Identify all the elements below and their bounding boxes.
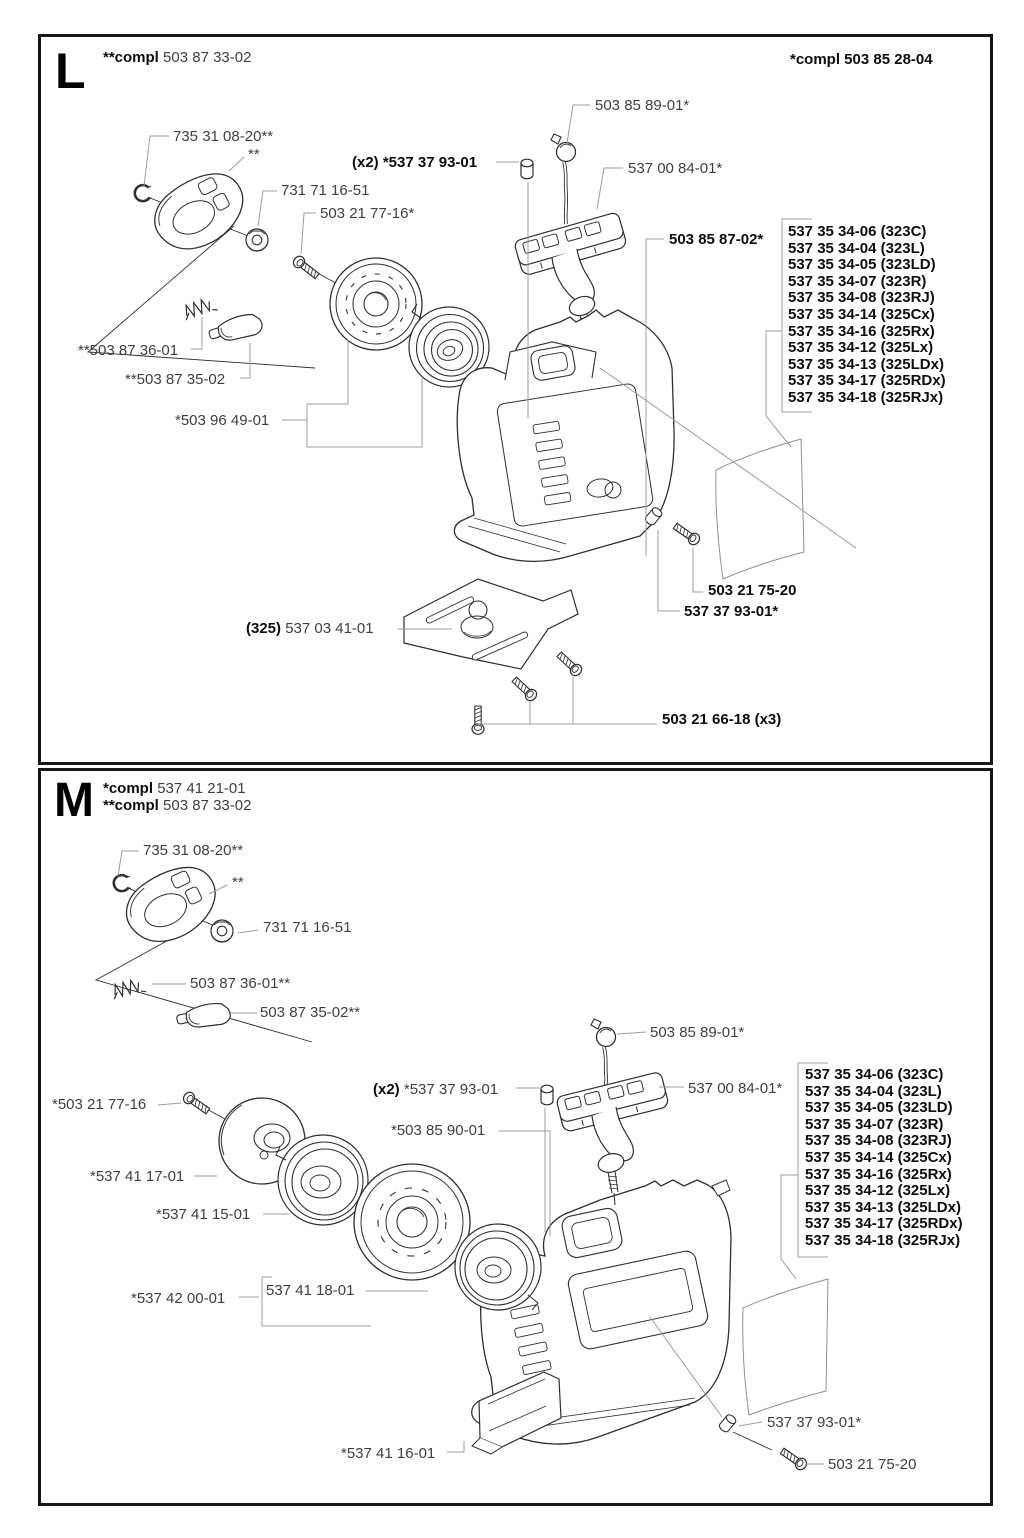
starter-handle-m <box>556 1019 670 1205</box>
section-m-art <box>96 851 828 1472</box>
pawl-spring-m <box>110 977 146 1000</box>
part-label-nut-l: 731 71 16-51 <box>281 182 370 199</box>
decal-panel-m <box>743 1279 828 1415</box>
pawl-spring-l <box>181 296 217 321</box>
variant-item: 537 35 34-07 (323R) <box>805 1115 944 1133</box>
circlip-l <box>135 185 152 201</box>
part-label-plug-l: (x2) *537 37 93-01 <box>352 154 478 171</box>
part-label-housing-m: *537 41 16-01 <box>341 1445 436 1462</box>
variant-item: 537 35 34-06 (323C) <box>788 223 927 240</box>
part-label-cup-m: *537 41 17-01 <box>90 1168 185 1185</box>
variant-item: 537 35 34-06 (323C) <box>805 1066 944 1083</box>
x2-number: *537 37 93-01 <box>403 1081 499 1098</box>
section-l-header-right: *compl 503 85 28-04 <box>790 51 933 68</box>
pawl-l <box>207 310 264 348</box>
part-label-drum-m: 537 41 18-01 <box>266 1282 355 1299</box>
part-label-handle-l: 537 00 84-01* <box>628 160 723 177</box>
part-label-screw-front-m: *503 21 77-16 <box>52 1096 147 1113</box>
part-label-spring-cassette-m: *537 41 15-01 <box>156 1206 251 1223</box>
part-label-screw-lower-m: 503 21 75-20 <box>828 1456 917 1473</box>
part-label-bushing-m: 537 37 93-01* <box>767 1414 862 1431</box>
part-label-plate-l <box>246 621 374 637</box>
part-label-cover-ref-l: ** <box>248 146 260 163</box>
compl-number: 503 87 33-02 <box>163 797 252 814</box>
section-letter-l: L <box>55 43 85 99</box>
plate-model-prefix: (325) <box>246 620 282 637</box>
plate-number: 537 03 41-01 <box>285 620 374 637</box>
variant-item: 537 35 34-05 (323LD) <box>805 1099 953 1117</box>
part-label-handle-m: 537 00 84-01* <box>688 1080 783 1097</box>
variant-item: 537 35 34-13 (325LDx) <box>788 355 944 373</box>
variant-item: 537 35 34-18 (325RJx) <box>805 1231 961 1249</box>
part-label-circlip-l: 735 31 08-20** <box>173 128 274 145</box>
circlip-m <box>114 875 131 891</box>
screw-lower-l <box>672 521 702 547</box>
variant-item: 537 35 34-16 (325Rx) <box>788 322 935 340</box>
flange-nut-l <box>246 229 268 251</box>
part-label-pulley-spring-l: *503 96 49-01 <box>175 412 270 429</box>
part-label-screw-lower-l: 503 21 75-20 <box>708 582 797 599</box>
part-label-pawl-l: **503 87 35-02 <box>125 371 226 388</box>
part-label-starter-unit-m: *503 85 90-01 <box>391 1122 486 1139</box>
rubber-plug-m <box>541 1085 553 1105</box>
part-label-pawl-spring-l: **503 87 36-01 <box>78 342 179 359</box>
variant-item: 537 35 34-14 (325Cx) <box>805 1148 952 1166</box>
part-label-circlip-m: 735 31 08-20** <box>143 842 244 859</box>
rope-drum-l <box>330 258 422 350</box>
section-m-header2 <box>103 797 251 814</box>
variant-item: 537 35 34-14 (325Cx) <box>788 305 935 323</box>
section-l-header <box>103 49 251 66</box>
x2-prefix: (x2) <box>373 1081 400 1098</box>
starter-cover-l <box>144 162 256 262</box>
rope-drum-m <box>354 1164 470 1280</box>
part-label-bushing-l: 537 37 93-01* <box>684 603 779 620</box>
variant-item: 537 35 34-04 (323L) <box>805 1082 942 1100</box>
compl-number: 503 87 33-02 <box>163 49 252 66</box>
section-letter-m: M <box>54 774 93 827</box>
bushing-m <box>718 1413 738 1433</box>
variants-list-l <box>788 224 946 407</box>
compl-prefix: *compl <box>103 780 154 797</box>
part-label-pulley-spring-m: *537 42 00-01 <box>131 1290 226 1307</box>
variant-item: 537 35 34-04 (323L) <box>788 239 925 257</box>
rubber-plug-l <box>521 159 533 179</box>
variant-item: 537 35 34-16 (325Rx) <box>805 1165 952 1183</box>
part-label-pawl-m: 503 87 35-02** <box>260 1004 361 1021</box>
mounting-plate-l <box>404 579 578 669</box>
variant-item: 537 35 34-08 (323RJ) <box>788 289 935 307</box>
variant-item: 537 35 34-18 (325RJx) <box>788 388 944 406</box>
flange-nut-m <box>211 920 233 942</box>
compl-prefix: **compl <box>103 797 159 814</box>
part-label-screws3-l: 503 21 66-18 (x3) <box>662 711 782 728</box>
plate-screw-1-l <box>472 706 484 734</box>
decal-panel-l <box>716 439 804 579</box>
part-label-rope-knob-m: 503 85 89-01* <box>650 1024 745 1041</box>
compl-prefix: **compl <box>103 49 159 66</box>
plate-screw-2-l <box>510 675 539 703</box>
part-label-nut-m: 731 71 16-51 <box>263 919 352 936</box>
variant-item: 537 35 34-05 (323LD) <box>788 256 936 274</box>
compl-number: 537 41 21-01 <box>157 780 246 797</box>
variant-item: 537 35 34-17 (325RDx) <box>805 1215 963 1233</box>
part-label-starter-compl-l: 503 85 87-02* <box>669 231 764 248</box>
part-label-rope-knob-l: 503 85 89-01* <box>595 97 690 114</box>
part-label-cover-ref-m: ** <box>232 874 244 891</box>
rope-pulley-m <box>455 1224 541 1310</box>
screw-front-l <box>291 254 321 281</box>
part-label-screw-front-l: 503 21 77-16* <box>320 205 415 222</box>
variant-item: 537 35 34-12 (325Lx) <box>788 339 934 357</box>
variant-item: 537 35 34-17 (325RDx) <box>788 372 946 390</box>
variant-item: 537 35 34-13 (325LDx) <box>805 1198 961 1216</box>
variant-item: 537 35 34-12 (325Lx) <box>805 1182 951 1200</box>
screw-lower-m <box>779 1446 809 1472</box>
screw-front-m <box>181 1090 211 1116</box>
variants-list-m <box>805 1067 963 1250</box>
variant-item: 537 35 34-08 (323RJ) <box>805 1132 952 1150</box>
section-m-header1 <box>103 780 246 797</box>
starter-cover-m <box>116 856 228 954</box>
part-label-plug-m <box>373 1082 498 1098</box>
plate-screw-3-l <box>555 650 584 678</box>
variant-item: 537 35 34-07 (323R) <box>788 272 927 290</box>
part-label-pawl-spring-m: 503 87 36-01** <box>190 975 291 992</box>
